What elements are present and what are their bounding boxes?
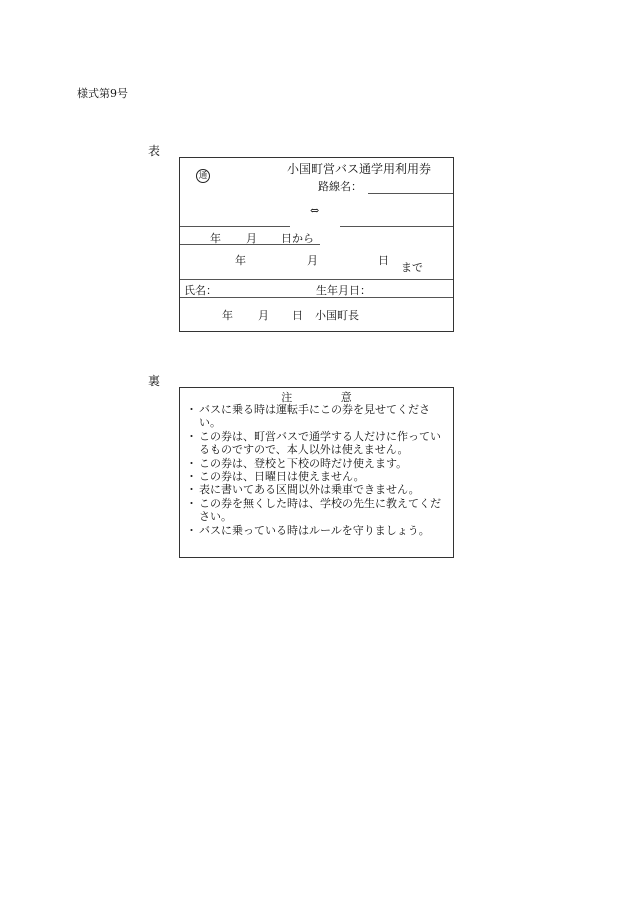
pass-title: 小国町営バス通学用利用券 (287, 162, 432, 176)
note-item: ・ この券は、登校と下校の時だけ使えます。 (186, 457, 451, 470)
route-origin-line (180, 226, 290, 227)
valid-until-day: 日 (378, 254, 389, 267)
valid-from-day: 日から (281, 232, 314, 245)
valid-from-year: 年 (210, 232, 221, 245)
notes-list (186, 403, 451, 537)
valid-until-year: 年 (235, 254, 246, 267)
name-row-top-line (180, 279, 453, 280)
back-side-label: 裏 (148, 374, 161, 388)
route-destination-line (340, 226, 453, 227)
note-item: ・ この券は、町営バスで通学する人だけに作っているものですので、本人以外は使えません。 (186, 430, 451, 457)
note-item: ・ 表に書いてある区間以外は乗車できません。 (186, 483, 451, 496)
issuer-name: 小国町長 (315, 309, 359, 322)
route-arrow: ⇔ (310, 204, 320, 217)
pass-back-card (179, 387, 454, 558)
note-item: ・ バスに乗っている時はルールを守りましょう。 (186, 524, 451, 537)
pass-front-card (179, 157, 454, 332)
valid-from-line (180, 244, 320, 245)
route-label: 路線名： (318, 180, 362, 193)
birth-date-label: 生年月日： (316, 284, 371, 297)
route-name-line (368, 193, 453, 194)
notes-title-char-2: 意 (340, 391, 352, 404)
front-side-label: 表 (148, 144, 161, 158)
issue-month: 月 (258, 309, 269, 322)
name-row-bottom-line (180, 297, 453, 298)
notes-title-char-1: 注 (281, 391, 293, 404)
valid-until-month: 月 (307, 254, 318, 267)
form-number: 様式第9号 (77, 87, 128, 100)
commute-seal-icon: 通 (196, 169, 210, 183)
valid-from-month: 月 (246, 232, 257, 245)
issue-day: 日 (292, 309, 303, 322)
note-item: ・ バスに乗る時は運転手にこの券を見せてください。 (186, 403, 451, 430)
name-label: 氏名： (184, 284, 217, 297)
valid-until-suffix: まで (401, 261, 423, 274)
note-item: ・ この券を無くした時は、学校の先生に教えてください。 (186, 497, 451, 524)
note-item: ・ この券は、日曜日は使えません。 (186, 470, 451, 483)
issue-year: 年 (222, 309, 233, 322)
